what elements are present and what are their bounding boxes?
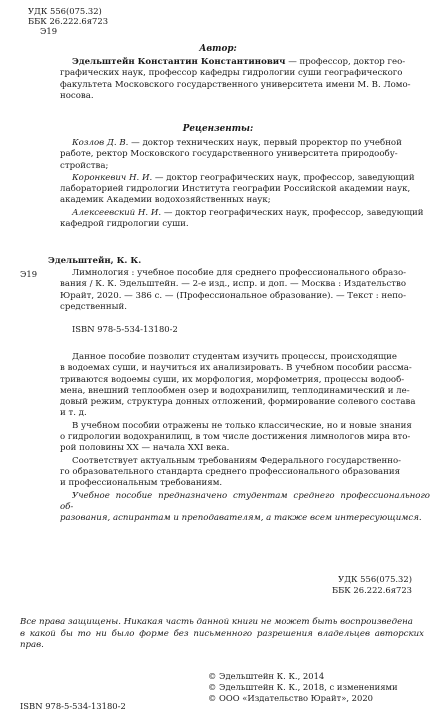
author-line-0: — профессор, доктор гео- bbox=[285, 57, 406, 67]
reviewer-0-line-0: — доктор технических наук, первый проректор по учебной bbox=[128, 138, 402, 148]
bibliographic-record bbox=[48, 256, 430, 267]
copyrights-block bbox=[208, 671, 430, 705]
audience-l0: Учебное пособие предназначено студентам среднего профессионального об- bbox=[60, 490, 430, 512]
reviewer-1-line-0: — доктор географических наук, профессор, заведующий bbox=[152, 172, 415, 183]
reviewer-name-2: Алексеевский Н. И. bbox=[72, 207, 162, 218]
bottom-bbk: ББК 26.222.6я723 bbox=[331, 584, 412, 595]
audience-l1: разования, аспирантам и преподавателям, а также всем интересующимся. bbox=[60, 513, 422, 524]
bib-line-1: вания / К. К. Эдельштейн. — 2-е изд., испр. и доп. — Москва : Издательство bbox=[60, 279, 406, 290]
copyright-line-1: © Эдельштейн К. К., 2018, с изменениями bbox=[208, 682, 398, 693]
bbk-code: ББК 26.222.6я723 bbox=[28, 16, 109, 27]
abs-p0-l5: и т. д. bbox=[60, 408, 87, 419]
reviewers-block bbox=[60, 138, 430, 230]
reviewer-0-line-1: работе, ректор Московского государственного университета природообу- bbox=[60, 149, 398, 160]
bottom-udk: УДК 556(075.32) bbox=[338, 574, 412, 584]
reviewer-1-line-1: лабораторией гидрологии Института географии Российской академии наук, bbox=[60, 184, 411, 195]
reviewer-name-0: Козлов Д. В. bbox=[72, 138, 129, 148]
rights-line-1: в какой бы то ни было форме без письменного разрешения владельцев авторских прав. bbox=[20, 628, 424, 651]
copyright-line-0: © Эдельштейн К. К., 2014 bbox=[208, 671, 325, 681]
reviewer-2-line-1: кафедрой гидрологии суши. bbox=[60, 219, 189, 230]
author-line-3: носова. bbox=[60, 90, 94, 101]
reviewer-1-line-2: академик Академии водохозяйственных наук; bbox=[60, 195, 271, 206]
bib-mark: Э19 bbox=[20, 269, 38, 279]
author-mark: Э19 bbox=[40, 26, 58, 37]
abs-p1-l1: о гидрологии водохранилищ, в том числе достижения лимнологов мира вто- bbox=[60, 432, 411, 443]
author-line-1: графических наук, профессор кафедры гидрологии суши географического bbox=[60, 68, 403, 79]
abs-p2-l1: го образовательного стандарта среднего профессионального образования bbox=[60, 466, 401, 477]
rights-notice bbox=[20, 617, 424, 652]
bib-line-3: средственный. bbox=[60, 301, 127, 312]
isbn-bottom: ISBN 978-5-534-13180-2 bbox=[20, 701, 126, 711]
author-block bbox=[60, 57, 430, 102]
abs-p1-l2: рой половины XX — начала XXI века. bbox=[60, 443, 230, 454]
abs-p2-l0: Соответствует актуальным требованиям Федерального государственно- bbox=[72, 455, 402, 466]
reviewer-2-line-0: — доктор географических наук, профессор, заведующий bbox=[161, 207, 424, 218]
abs-p0-l1: в водоемах суши, и научиться их анализировать. В учебном пособии рассма- bbox=[60, 363, 412, 374]
reviewer-name-1: Коронкевич Н. И. bbox=[72, 172, 153, 183]
bib-line-2: Юрайт, 2020. — 386 с. — (Профессиональное образование). — Текст : непо- bbox=[60, 290, 407, 301]
abs-p0-l2: триваются водоемы суши, их морфология, морфометрия, процессы водооб- bbox=[60, 374, 405, 385]
bib-isbn: ISBN 978-5-534-13180-2 bbox=[72, 324, 178, 334]
abs-p0-l0: Данное пособие позволит студентам изучить процессы, происходящие bbox=[72, 352, 397, 362]
bib-author: Эдельштейн, К. К. bbox=[48, 256, 142, 266]
top-classification-codes bbox=[28, 6, 108, 37]
author-heading: Автор: bbox=[199, 44, 237, 54]
rights-line-0: Все права защищены. Никакая часть данной книги не может быть воспроизведена bbox=[20, 617, 413, 627]
author-line-2: факультета Московского государственного университета имени М. В. Ломо- bbox=[60, 79, 411, 90]
bib-description bbox=[60, 268, 430, 313]
reviewer-0-line-2: стройства; bbox=[60, 160, 109, 171]
copyright-line-2: © ООО «Издательство Юрайт», 2020 bbox=[208, 693, 373, 704]
udk-code: УДК 556(075.32) bbox=[28, 6, 102, 16]
abs-p1-l0: В учебном пособии отражены не только классические, но и новые знания bbox=[72, 420, 412, 431]
bottom-classification-codes bbox=[332, 574, 412, 595]
abs-p2-l2: и профессиональным требованиям. bbox=[60, 478, 223, 489]
abs-p0-l3: мена, внешний теплообмен озер и водохранилищ, теплодинамический и ле- bbox=[60, 385, 410, 396]
reviewers-heading: Рецензенты: bbox=[182, 124, 254, 134]
author-name: Эдельштейн Константин Константинович bbox=[72, 57, 286, 67]
abstract-block bbox=[60, 352, 430, 524]
bib-line-0: Лимнология : учебное пособие для среднего профессионального образо- bbox=[72, 268, 407, 278]
abs-p0-l4: довый режим, структура донных отложений, формирование солевого состава bbox=[60, 397, 416, 408]
